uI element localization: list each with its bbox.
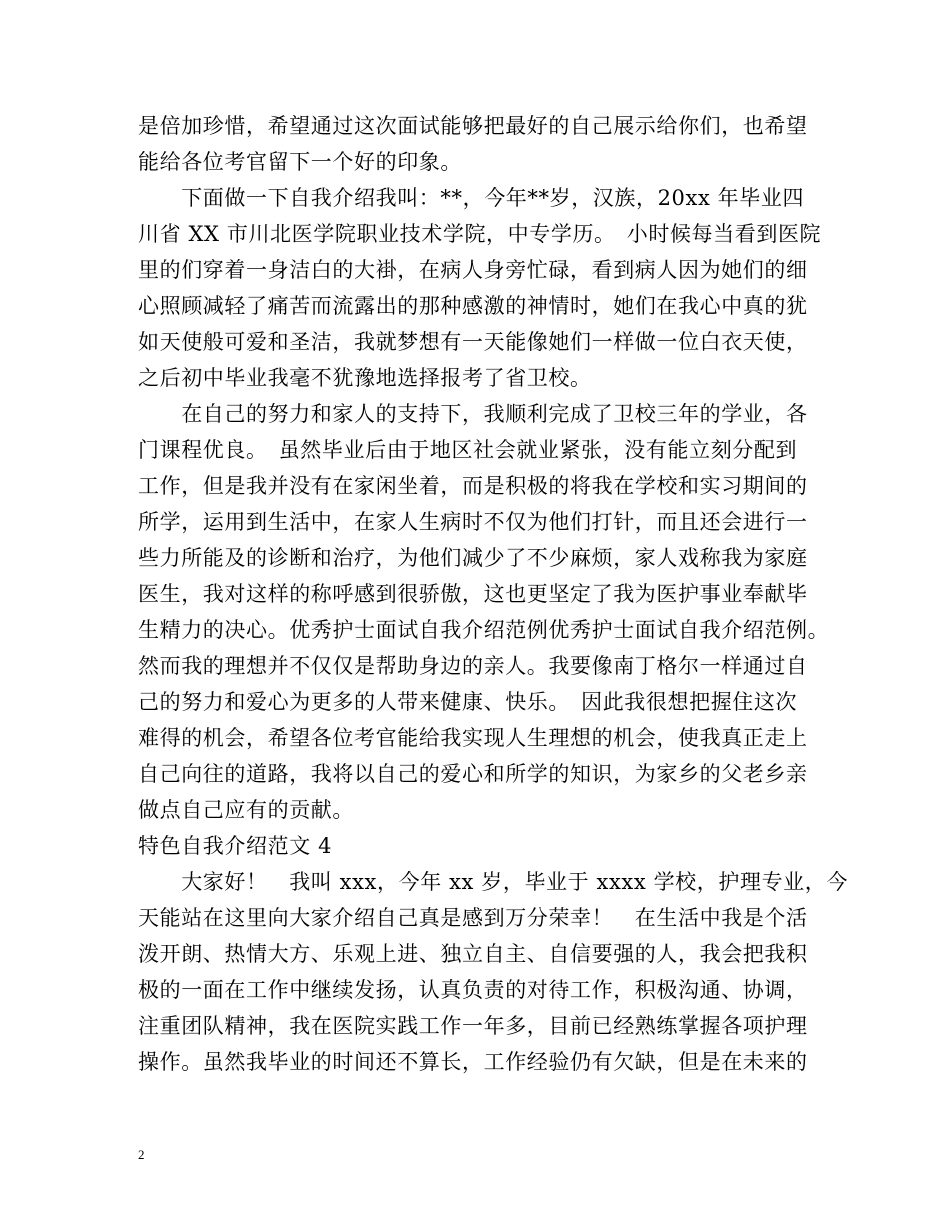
body-text-line: 所学，运用到生活中，在家人生病时不仅为他们打针，而且还会进行一: [138, 510, 808, 534]
body-text-line: 泼开朗、热情大方、乐观上进、独立自主、自信要强的人，我会把我积: [138, 942, 808, 966]
body-text-line: 工作，但是我并没有在家闲坐着，而是积极的将我在学校和实习期间的: [138, 474, 808, 498]
body-text-line: 注重团队精神，我在医院实践工作一年多，目前已经熟练掌握各项护理: [138, 1014, 808, 1038]
body-text-line: 能给各位考官留下一个好的印象。: [138, 150, 462, 174]
body-text-line: 然而我的理想并不仅仅是帮助身边的亲人。我要像南丁格尔一样通过自: [138, 654, 808, 678]
body-text-line: 做点自己应有的贡献。: [138, 798, 354, 822]
body-text-line: 大家好！ 我叫 xxx，今年 xx 岁，毕业于 xxxx 学校，护理专业，今: [138, 870, 848, 894]
body-text-line: 医生，我对这样的称呼感到很骄傲，这也更坚定了我为医护事业奉献毕: [138, 582, 808, 606]
body-text-line: 心照顾减轻了痛苦而流露出的那种感激的神情时，她们在我心中真的犹: [138, 294, 808, 318]
body-text-line: 自己向往的道路，我将以自己的爱心和所学的知识，为家乡的父老乡亲: [138, 762, 808, 786]
body-text-line: 如天使般可爱和圣洁，我就梦想有一天能像她们一样做一位白衣天使，: [138, 330, 808, 354]
body-text-line: 些力所能及的诊断和治疗，为他们减少了不少麻烦，家人戏称我为家庭: [138, 546, 808, 570]
body-text-line: 在自己的努力和家人的支持下，我顺利完成了卫校三年的学业，各: [138, 402, 808, 426]
page-number: 2: [138, 1147, 145, 1162]
body-text-line: 川省 XX 市川北医学院职业技术学院，中专学历。 小时候每当看到医院: [138, 222, 822, 246]
body-text-line: 里的们穿着一身洁白的大褂，在病人身旁忙碌，看到病人因为她们的细: [138, 258, 808, 282]
body-text-line: 己的努力和爱心为更多的人带来健康、快乐。 因此我很想把握住这次: [138, 690, 798, 714]
body-text-line: 生精力的决心。优秀护士面试自我介绍范例优秀护士面试自我介绍范例。: [138, 618, 830, 642]
body-text-line: 极的一面在工作中继续发扬，认真负责的对待工作，积极沟通、协调，: [138, 978, 808, 1002]
body-text-line: 操作。虽然我毕业的时间还不算长，工作经验仍有欠缺，但是在未来的: [138, 1050, 808, 1074]
body-text-line: 门课程优良。 虽然毕业后由于地区社会就业紧张，没有能立刻分配到: [138, 438, 798, 462]
section-heading: 特色自我介绍范文 4: [138, 834, 333, 858]
body-text-line: 天能站在这里向大家介绍自己真是感到万分荣幸！ 在生活中我是个活: [138, 906, 808, 930]
body-text-line: 难得的机会，希望各位考官能给我实现人生理想的机会，使我真正走上: [138, 726, 808, 750]
body-text-line: 之后初中毕业我毫不犹豫地选择报考了省卫校。: [138, 366, 592, 390]
body-text-line: 是倍加珍惜，希望通过这次面试能够把最好的自己展示给你们，也希望: [138, 114, 808, 138]
body-text-line: 下面做一下自我介绍我叫：**，今年**岁，汉族，20xx 年毕业四: [138, 186, 805, 210]
